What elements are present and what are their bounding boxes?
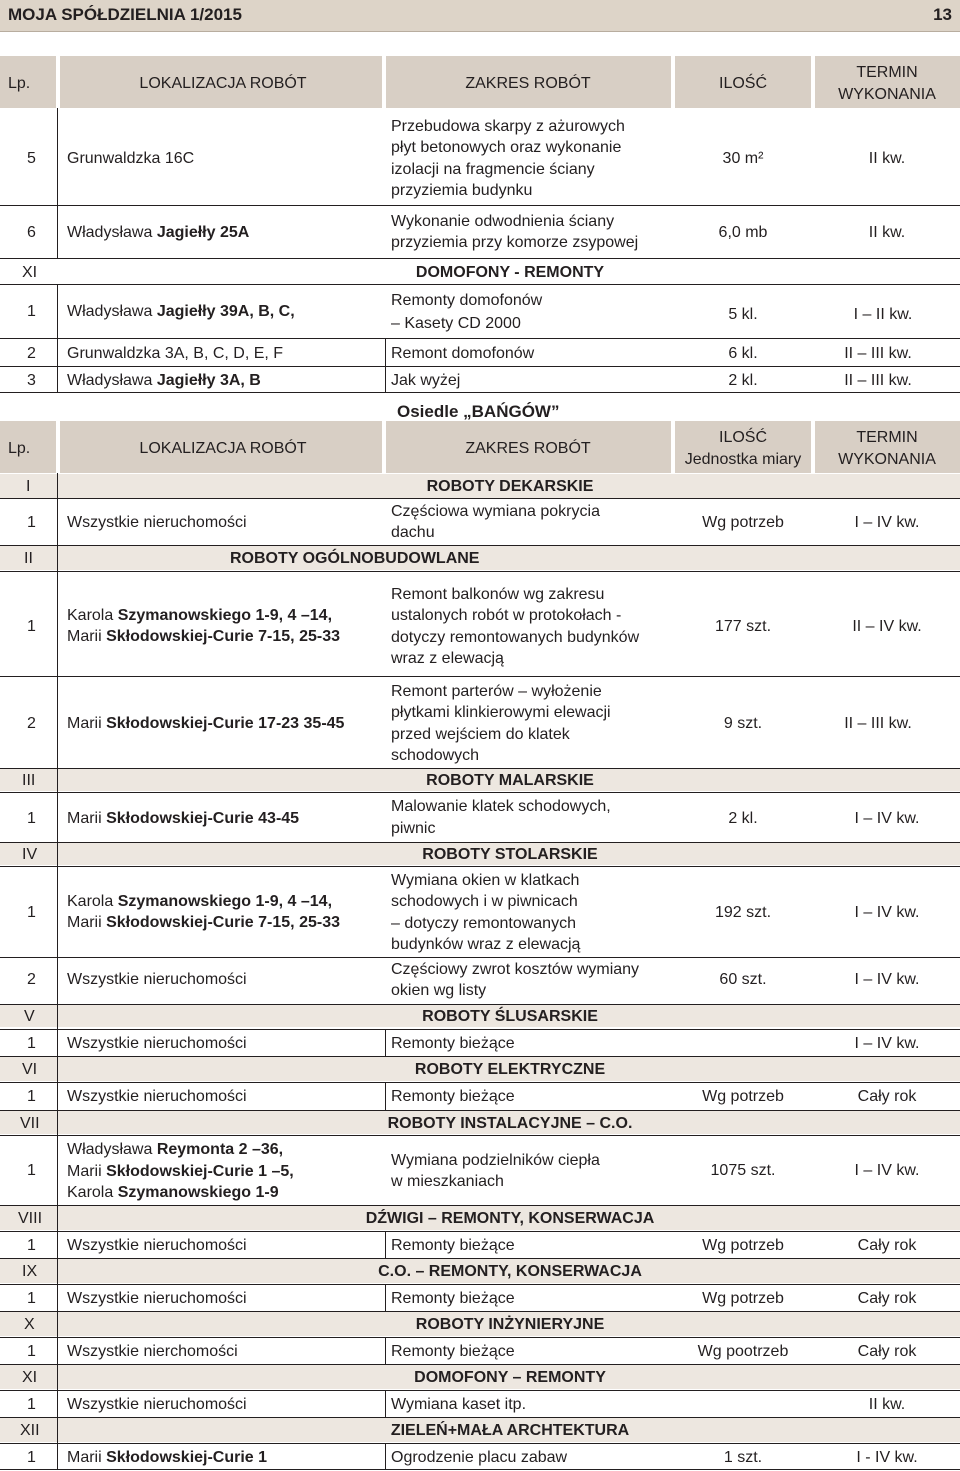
row-location: Wszystkie nierchomości <box>67 1343 238 1360</box>
row-scope-line: – Kasety CD 2000 <box>391 315 521 332</box>
row-divider <box>0 792 960 793</box>
row-scope-line: przyziemia budynku <box>391 182 533 199</box>
row-divider <box>0 205 960 206</box>
section-title: ROBOTY DEKARSKIE <box>426 478 594 495</box>
section-title: ROBOTY INŻYNIERYJNE <box>415 1316 605 1333</box>
row-scope-line: – dotyczy remontowanych <box>391 915 576 932</box>
row-lp: 1 <box>27 1449 36 1466</box>
row-location: Władysława Jagiełły 3A, B <box>67 372 261 389</box>
row-divider <box>0 676 960 677</box>
page-header <box>0 0 960 32</box>
row-term: Cały rok <box>857 1343 917 1360</box>
row-scope: Remonty bieżące <box>391 1088 515 1105</box>
row-lp: 2 <box>27 345 36 362</box>
row-lp: 1 <box>27 1343 36 1360</box>
row-divider <box>0 1231 960 1232</box>
row-scope-line: dotyczy remontowanych budynków <box>391 629 640 646</box>
section-title: ROBOTY STOLARSKIE <box>422 846 598 863</box>
row-divider <box>0 1337 960 1338</box>
row-location: Wszystkie nieruchomości <box>67 1035 247 1052</box>
row-lp: 1 <box>27 1035 36 1052</box>
row-scope-line: przyziemia przy komorze zsypowej <box>391 234 639 251</box>
row-location: Władysława Jagiełły 25A <box>67 224 250 241</box>
section-lp: XI <box>22 1369 38 1386</box>
row-term: II kw. <box>868 224 906 241</box>
row-location-line: Karola Szymanowskiego 1-9, 4 –14, <box>67 607 333 624</box>
row-scope-line: Częściowa wymiana pokrycia <box>391 503 600 520</box>
row-divider <box>0 1284 960 1285</box>
section-lp: VIII <box>18 1210 43 1227</box>
row-scope-line: wraz z elewacją <box>391 650 504 667</box>
row-location-line: Władysława Reymonta 2 –36, <box>67 1141 284 1158</box>
row-scope-line: schodowych <box>391 747 480 764</box>
row-lp: 1 <box>27 618 36 635</box>
row-qty: Wg pootrzeb <box>697 1343 789 1360</box>
column-divider <box>385 1231 386 1258</box>
row-lp: 1 <box>27 514 36 531</box>
row-location: Marii Skłodowskiej-Curie 17-23 35-45 <box>67 715 345 732</box>
row-divider <box>0 957 960 958</box>
row-scope: Remonty bieżące <box>391 1290 515 1307</box>
section-title: C.O. – REMONTY, KONSERWACJA <box>378 1263 642 1280</box>
row-qty: 2 kl. <box>728 810 758 827</box>
row-qty: 6,0 mb <box>718 224 768 241</box>
row-lp: 1 <box>27 1162 36 1179</box>
row-scope-line: dachu <box>391 524 435 541</box>
section-lp: XII <box>20 1422 40 1439</box>
row-qty: 30 m² <box>722 150 764 167</box>
row-scope-line: przed wejściem do klatek <box>391 726 570 743</box>
column-divider <box>385 1284 386 1311</box>
table1-header-scope: ZAKRES ROBÓT <box>465 75 591 92</box>
row-divider <box>0 1029 960 1030</box>
row-scope-line: płytkami klinkierowymi elewacji <box>391 704 611 721</box>
row-scope: Jak wyżej <box>391 372 461 389</box>
section-title: ROBOTY ŚLUSARSKIE <box>422 1008 598 1025</box>
row-term: I – IV kw. <box>854 810 920 827</box>
row-lp: 1 <box>27 904 36 921</box>
row-scope: Remonty bieżące <box>391 1343 515 1360</box>
row-divider <box>0 284 960 285</box>
row-scope-line: płyt betonowych oraz wykonanie <box>391 139 622 156</box>
row-term: II – III kw. <box>844 715 912 732</box>
row-term: I – IV kw. <box>854 514 920 531</box>
section-title: ROBOTY ELEKTRYCZNE <box>414 1061 606 1078</box>
row-qty: 1075 szt. <box>710 1162 776 1179</box>
column-divider <box>57 284 58 392</box>
row-qty: Wg potrzeb <box>702 514 784 531</box>
column-divider <box>57 108 58 258</box>
row-scope: Remonty bieżące <box>391 1237 515 1254</box>
table2-header-lp: Lp. <box>8 440 31 457</box>
row-location: Marii Skłodowskiej-Curie 1 <box>67 1449 268 1466</box>
row-term: II – III kw. <box>844 372 912 389</box>
row-divider <box>0 1135 960 1136</box>
row-divider <box>0 1390 960 1391</box>
table1-header-lp: Lp. <box>8 75 31 92</box>
row-divider <box>0 392 960 393</box>
table1-header-term-1: TERMIN <box>856 64 918 81</box>
row-qty: Wg potrzeb <box>702 1088 784 1105</box>
row-location: Marii Skłodowskiej-Curie 43-45 <box>67 810 300 827</box>
row-qty: Wg potrzeb <box>702 1237 784 1254</box>
row-qty: 5 kl. <box>728 306 758 323</box>
table2-header-location: LOKALIZACJA ROBÓT <box>139 440 307 457</box>
row-term: Cały rok <box>857 1237 917 1254</box>
section-title: ROBOTY MALARSKIE <box>426 772 594 789</box>
row-location-line: Marii Skłodowskiej-Curie 1 –5, <box>67 1163 294 1180</box>
section-lp: VII <box>20 1115 40 1132</box>
row-lp: 1 <box>27 1290 36 1307</box>
estate-subtitle: Osiedle „BAŃGÓW” <box>397 402 560 421</box>
table2-header-term-1: TERMIN <box>856 429 918 446</box>
row-term: II kw. <box>868 150 906 167</box>
column-divider <box>57 473 58 1469</box>
row-scope-line: Częściowy zwrot kosztów wymiany <box>391 961 640 978</box>
table2-header-scope: ZAKRES ROBÓT <box>465 440 591 457</box>
row-term: I – IV kw. <box>854 971 920 988</box>
row-location: Władysława Jagiełły 39A, B, C, <box>67 303 295 320</box>
column-divider <box>385 1337 386 1364</box>
row-divider <box>0 1082 960 1083</box>
row-lp: 1 <box>27 810 36 827</box>
magazine-title: MOJA SPÓŁDZIELNIA 1/2015 <box>8 5 242 24</box>
row-location: Grunwaldzka 16C <box>67 150 195 167</box>
row-divider <box>0 866 960 867</box>
section-title: DOMOFONY – REMONTY <box>414 1369 606 1386</box>
row-scope: Remonty bieżące <box>391 1035 515 1052</box>
table1-header-location: LOKALIZACJA ROBÓT <box>139 75 307 92</box>
row-scope-line: w mieszkaniach <box>391 1173 504 1190</box>
section-lp: XI <box>22 264 38 281</box>
row-scope: Remont domofonów <box>391 345 535 362</box>
row-term: I – IV kw. <box>854 1035 920 1052</box>
section-lp: II <box>24 550 33 567</box>
row-scope-line: ustalonych robót w protokołach - <box>391 607 622 624</box>
column-divider <box>385 1029 386 1056</box>
row-location: Wszystkie nieruchomości <box>67 971 247 988</box>
section-title: ROBOTY INSTALACYJNE – C.O. <box>387 1115 633 1132</box>
row-scope: Wymiana kaset itp. <box>391 1396 527 1413</box>
row-qty: 177 szt. <box>714 618 772 635</box>
row-lp: 1 <box>27 1088 36 1105</box>
row-scope-line: piwnic <box>391 820 436 837</box>
section-lp: V <box>24 1008 35 1025</box>
row-location: Wszystkie nieruchomości <box>67 514 247 531</box>
table2-header-term-2: WYKONANIA <box>838 451 936 468</box>
row-divider <box>0 1469 960 1470</box>
page-number: 13 <box>933 5 952 24</box>
section-lp: IV <box>22 846 38 863</box>
row-lp: 2 <box>27 715 36 732</box>
row-term: I - IV kw. <box>856 1449 918 1466</box>
table2-header-qty: ILOŚĆ <box>718 429 768 446</box>
column-divider <box>385 338 386 392</box>
row-divider <box>0 498 960 499</box>
row-lp: 1 <box>27 1237 36 1254</box>
row-term: I – II kw. <box>853 306 913 323</box>
row-term: I – IV kw. <box>854 1162 920 1179</box>
row-divider <box>0 366 960 367</box>
row-scope-line: schodowych i w piwnicach <box>391 893 578 910</box>
row-divider <box>0 258 960 259</box>
section-lp: X <box>24 1316 35 1333</box>
row-term: II kw. <box>868 1396 906 1413</box>
row-term: I – IV kw. <box>854 904 920 921</box>
row-lp: 1 <box>27 1396 36 1413</box>
row-location-line: Marii Skłodowskiej-Curie 7-15, 25-33 <box>67 914 340 931</box>
section-title: DŹWIGI – REMONTY, KONSERWACJA <box>365 1210 655 1227</box>
row-location: Grunwaldzka 3A, B, C, D, E, F <box>67 345 284 362</box>
section-title: DOMOFONY - REMONTY <box>415 264 605 281</box>
row-location-line: Marii Skłodowskiej-Curie 7-15, 25-33 <box>67 628 340 645</box>
row-scope-line: Wymiana podzielników ciepła <box>391 1152 600 1169</box>
row-scope-line: Remont parterów – wyłożenie <box>391 683 602 700</box>
row-location: Wszystkie nieruchomości <box>67 1396 247 1413</box>
row-lp: 5 <box>27 150 36 167</box>
row-divider <box>0 571 960 572</box>
table1-header-term-2: WYKONANIA <box>838 86 936 103</box>
row-scope-line: okien wg listy <box>391 982 487 999</box>
section-band <box>0 546 960 570</box>
row-scope: Ogrodzenie placu zabaw <box>391 1449 568 1466</box>
column-divider <box>385 1390 386 1417</box>
section-lp: VI <box>22 1061 38 1078</box>
row-scope-line: Malowanie klatek schodowych, <box>391 798 611 815</box>
row-scope-line: Przebudowa skarpy z ażurowych <box>391 118 625 135</box>
section-lp: IX <box>22 1263 38 1280</box>
row-qty: 60 szt. <box>719 971 767 988</box>
row-qty: 9 szt. <box>723 715 763 732</box>
row-scope-line: izolacji na fragmencie ściany <box>391 161 595 178</box>
row-term: II – IV kw. <box>852 618 922 635</box>
table1-header-qty: ILOŚĆ <box>718 75 768 92</box>
row-scope-line: budynków wraz z elewacją <box>391 936 581 953</box>
row-qty: 6 kl. <box>728 345 758 362</box>
column-divider <box>385 1082 386 1110</box>
row-term: II – III kw. <box>844 345 912 362</box>
row-term: Cały rok <box>857 1088 917 1105</box>
row-lp: 6 <box>27 224 36 241</box>
row-location-line: Karola Szymanowskiego 1-9 <box>67 1184 279 1201</box>
section-lp: I <box>26 478 31 495</box>
row-qty: Wg potrzeb <box>702 1290 784 1307</box>
row-qty: 2 kl. <box>728 372 758 389</box>
row-qty: 192 szt. <box>714 904 772 921</box>
row-divider <box>0 338 960 339</box>
row-scope-line: Remont balkonów wg zakresu <box>391 586 605 603</box>
section-title: ROBOTY OGÓLNOBUDOWLANE <box>230 550 480 567</box>
table2-header-unit: Jednostka miary <box>684 451 802 468</box>
row-divider <box>0 1443 960 1444</box>
row-lp: 3 <box>27 372 36 389</box>
section-title: ZIELEŃ+MAŁA ARCHTEKTURA <box>390 1422 630 1439</box>
row-scope-line: Wykonanie odwodnienia ściany <box>391 213 615 230</box>
row-lp: 1 <box>27 303 36 320</box>
row-scope-line: Wymiana okien w klatkach <box>391 872 580 889</box>
row-location: Wszystkie nieruchomości <box>67 1237 247 1254</box>
row-location-line: Karola Szymanowskiego 1-9, 4 –14, <box>67 893 333 910</box>
section-lp: III <box>22 772 36 789</box>
column-divider <box>385 1443 386 1469</box>
row-location: Wszystkie nieruchomości <box>67 1088 247 1105</box>
row-scope-line: Remonty domofonów <box>391 292 543 309</box>
row-lp: 2 <box>27 971 36 988</box>
row-qty: 1 szt. <box>723 1449 763 1466</box>
row-location: Wszystkie nieruchomości <box>67 1290 247 1307</box>
row-term: Cały rok <box>857 1290 917 1307</box>
